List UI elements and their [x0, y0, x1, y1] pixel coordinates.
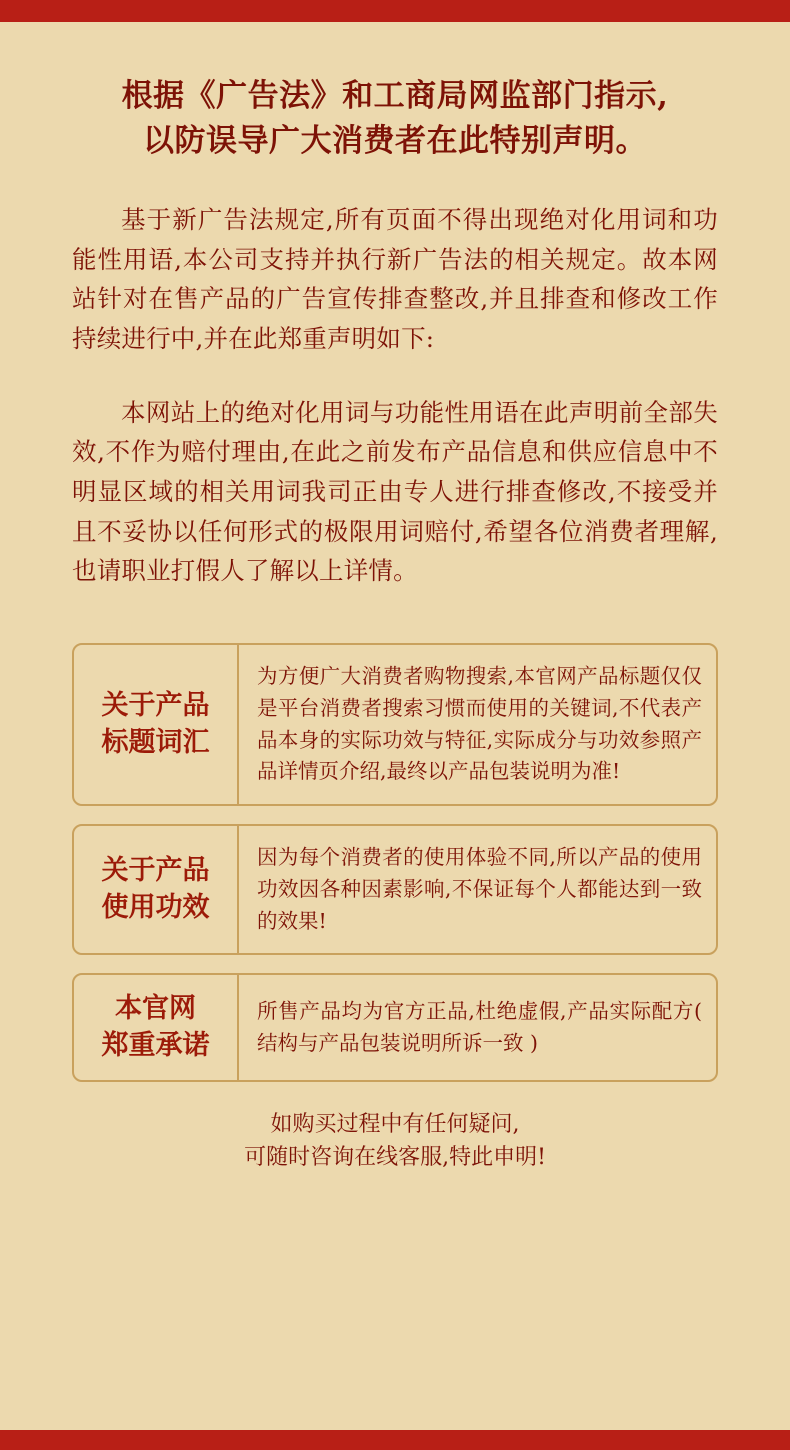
statement-card: [72, 973, 718, 1082]
statement-card-title: [74, 975, 239, 1080]
statement-card-title-line-1: 关于产品: [101, 690, 210, 722]
bottom-color-bar: [0, 1430, 790, 1450]
page-content: [0, 22, 790, 1174]
statement-card-title-line-1: 本官网: [115, 993, 196, 1025]
statement-card-list: [72, 643, 718, 1082]
page-title-line-1: 根据《广告法》和工商局网监部门指示,: [121, 78, 669, 114]
statement-card-title-line-2: 使用功效: [101, 891, 210, 923]
statement-card: [72, 643, 718, 806]
statement-card-title-line-1: 关于产品: [101, 855, 210, 887]
paragraph-2: 本网站上的绝对化用词与功能性用语在此声明前全部失效,不作为赔付理由,在此之前发布产品信息和供应信息中不明显区域的相关用词我司正由专人进行排查修改,不接受并且不妥协以任何形式的极限用词赔付,希望各位消费者理解,也请职业打假人了解以上详情。: [72, 397, 718, 586]
footer-note-line-1: 如购买过程中有任何疑问,: [270, 1112, 520, 1138]
statement-card-body: 为方便广大消费者购物搜索,本官网产品标题仅仅是平台消费者搜索习惯而使用的关键词,不代表产品本身的实际功效与特征,实际成分与功效参照产品详情页介绍,最终以产品包装说明为准!: [257, 664, 702, 784]
statement-card-body: 所售产品均为官方正品,杜绝虚假,产品实际配方( 结构与产品包装说明所诉一致 ): [257, 999, 702, 1055]
statement-card: [72, 824, 718, 955]
statement-card-title-line-2: 标题词汇: [101, 726, 210, 758]
footer-note-line-2: 可随时咨询在线客服,特此申明!: [244, 1145, 546, 1171]
paragraph-1: 基于新广告法规定,所有页面不得出现绝对化用词和功能性用语,本公司支持并执行新广告法的相关规定。故本网站针对在售产品的广告宣传排查整改,并且排查和修改工作持续进行中,并在此郑重声明如下:: [72, 204, 718, 353]
page-title-line-2: 以防误导广大消费者在此特别声明。: [143, 122, 647, 159]
statement-card-title: [74, 645, 239, 804]
footer-note: [72, 1108, 718, 1174]
page-title: [72, 22, 718, 164]
top-color-bar: [0, 0, 790, 22]
statement-card-title-line-2: 郑重承诺: [101, 1029, 210, 1061]
statement-card-title: [74, 826, 239, 953]
statement-card-body: 因为每个消费者的使用体验不同,所以产品的使用功效因各种因素影响,不保证每个人都能达到一致的效果!: [257, 845, 702, 933]
